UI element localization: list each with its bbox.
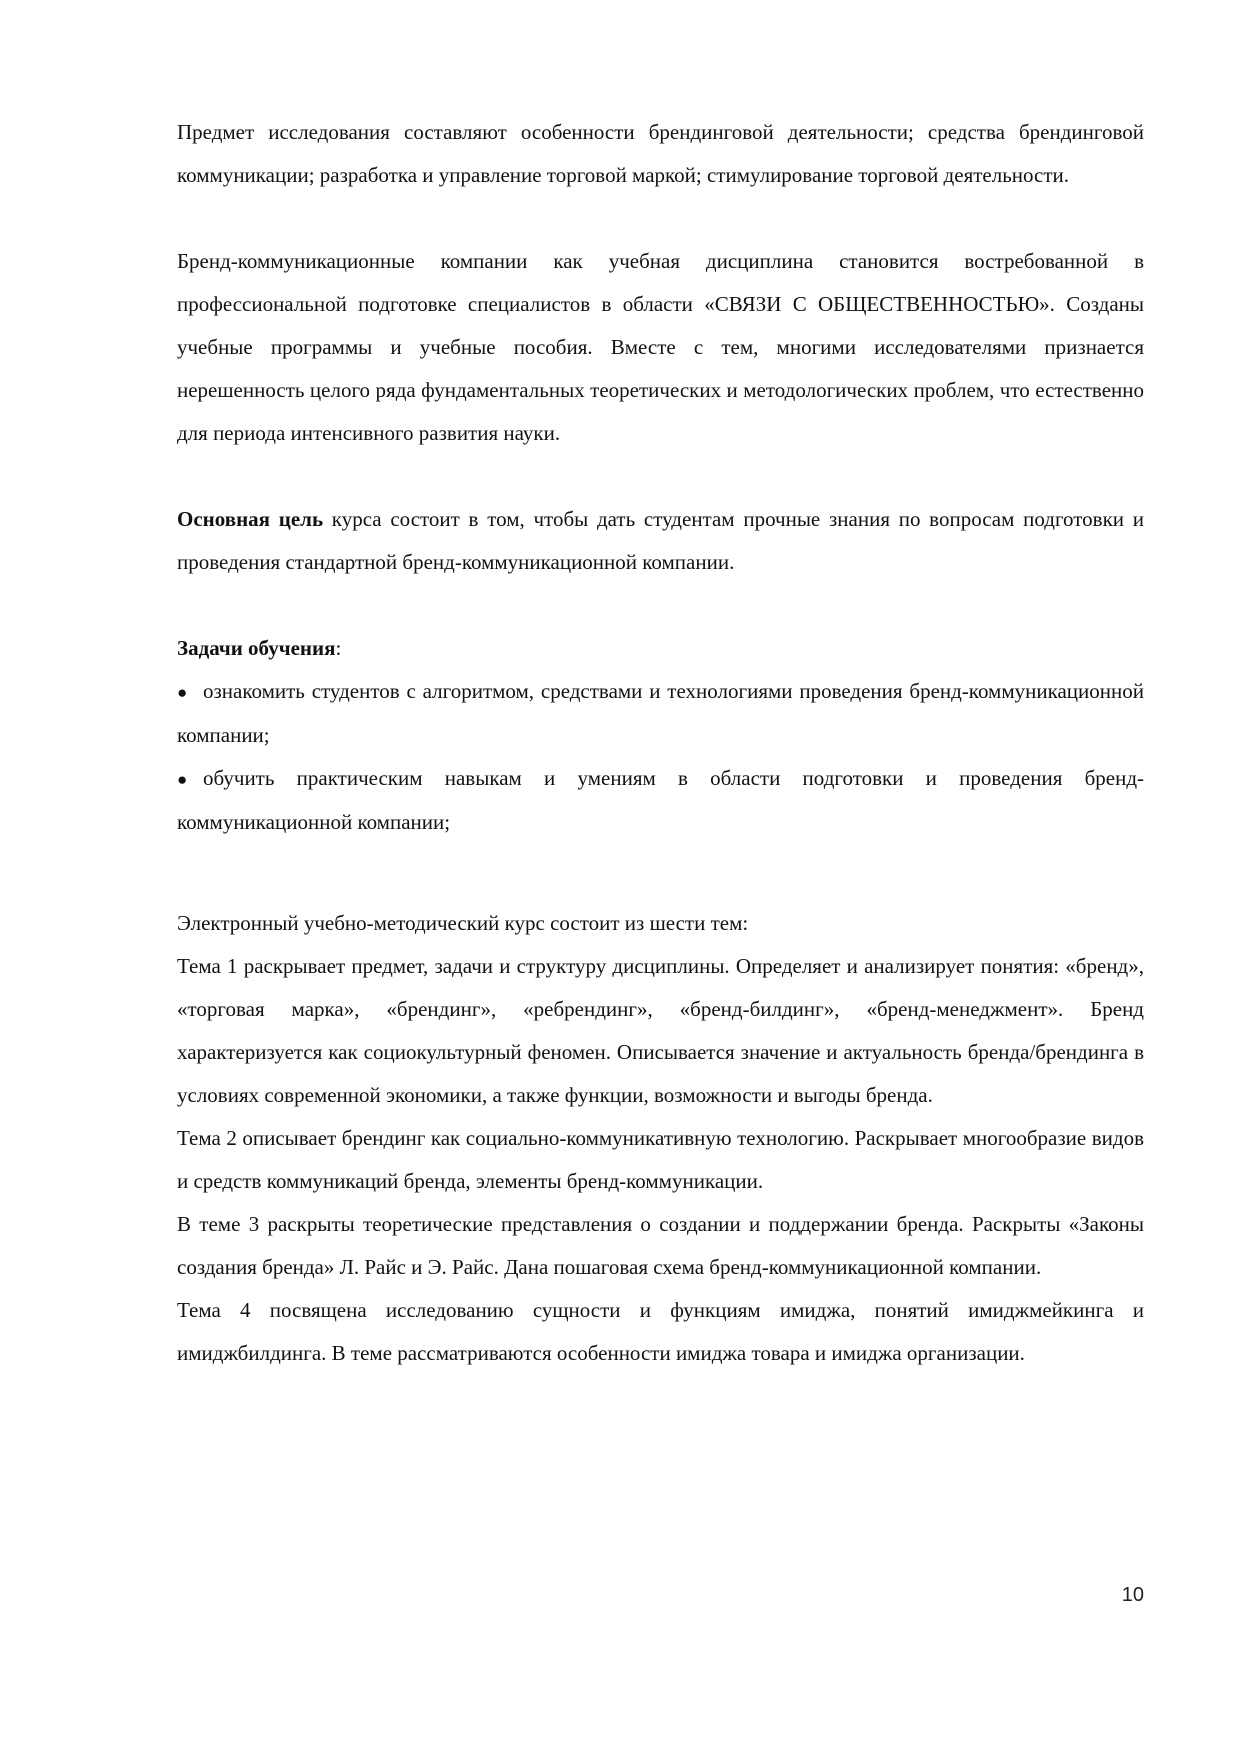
list-item-text: ознакомить студентов с алгоритмом, средствами и технологиями проведения бренд-коммуникационной компании; xyxy=(177,679,1144,747)
paragraph-discipline: Бренд-коммуникационные компании как учебная дисциплина становится востребованной в профессиональной подготовке специалистов в области «СВЯЗИ С ОБЩЕСТВЕННОСТЬЮ». Созданы учебные программы и учебные пособия. Вместе с тем, многими исследователями признается нерешенность целого ряда фундаментальных теоретических и методологических проблем, что естественно для периода интенсивного развития науки. xyxy=(177,249,1144,445)
course-intro: Электронный учебно-методический курс состоит из шести тем: xyxy=(177,911,749,935)
bullet-icon: ● xyxy=(177,770,188,789)
topic-1: Тема 1 раскрывает предмет, задачи и структуру дисциплины. Определяет и анализирует понятия: «бренд», «торговая марка», «брендинг», «ребрендинг», «бренд-билдинг», «бренд-менеджмент». Бренд характеризуется как социокультурный феномен. Описывается значение и актуальность бренда/брендинга в условиях современной экономики, а также функции, возможности и выгоды бренда. xyxy=(177,954,1144,1107)
tasks-heading-colon: : xyxy=(335,636,342,660)
paragraph-subject: Предмет исследования составляют особенности брендинговой деятельности; средства брендинговой коммуникации; разработка и управление торговой маркой; стимулирование торговой деятельности. xyxy=(177,120,1144,187)
topic-2: Тема 2 описывает брендинг как социально-коммуникативную технологию. Раскрывает многообразие видов и средств коммуникаций бренда, элементы бренд-коммуникации. xyxy=(177,1126,1144,1193)
list-item-text: обучить практическим навыкам и умениям в области подготовки и проведения бренд-коммуникационной компании; xyxy=(177,766,1144,834)
goal-label: Основная цель xyxy=(177,507,324,531)
list-item xyxy=(177,757,1144,844)
topic-3: В теме 3 раскрыты теоретические представления о создании и поддержании бренда. Раскрыты «Законы создания бренда» Л. Райс и Э. Райс. Дана пошаговая схема бренд-коммуникационной компании. xyxy=(177,1212,1144,1279)
list-item xyxy=(177,670,1144,757)
bullet-icon: ● xyxy=(177,683,188,702)
topic-4: Тема 4 посвящена исследованию сущности и функциям имиджа, понятий имиджмейкинга и имиджбилдинга. В теме рассматриваются особенности имиджа товара и имиджа организации. xyxy=(177,1298,1144,1365)
goal-text: курса состоит в том, чтобы дать студентам прочные знания по вопросам подготовки и проведения стандартной бренд-коммуникационной компании. xyxy=(177,507,1144,574)
paragraph-goal xyxy=(177,498,1144,584)
document-page xyxy=(177,111,1144,1375)
tasks-heading: Задачи обучения xyxy=(177,636,336,660)
page-number: 10 xyxy=(1121,1584,1144,1606)
tasks-heading-line xyxy=(177,627,1144,670)
